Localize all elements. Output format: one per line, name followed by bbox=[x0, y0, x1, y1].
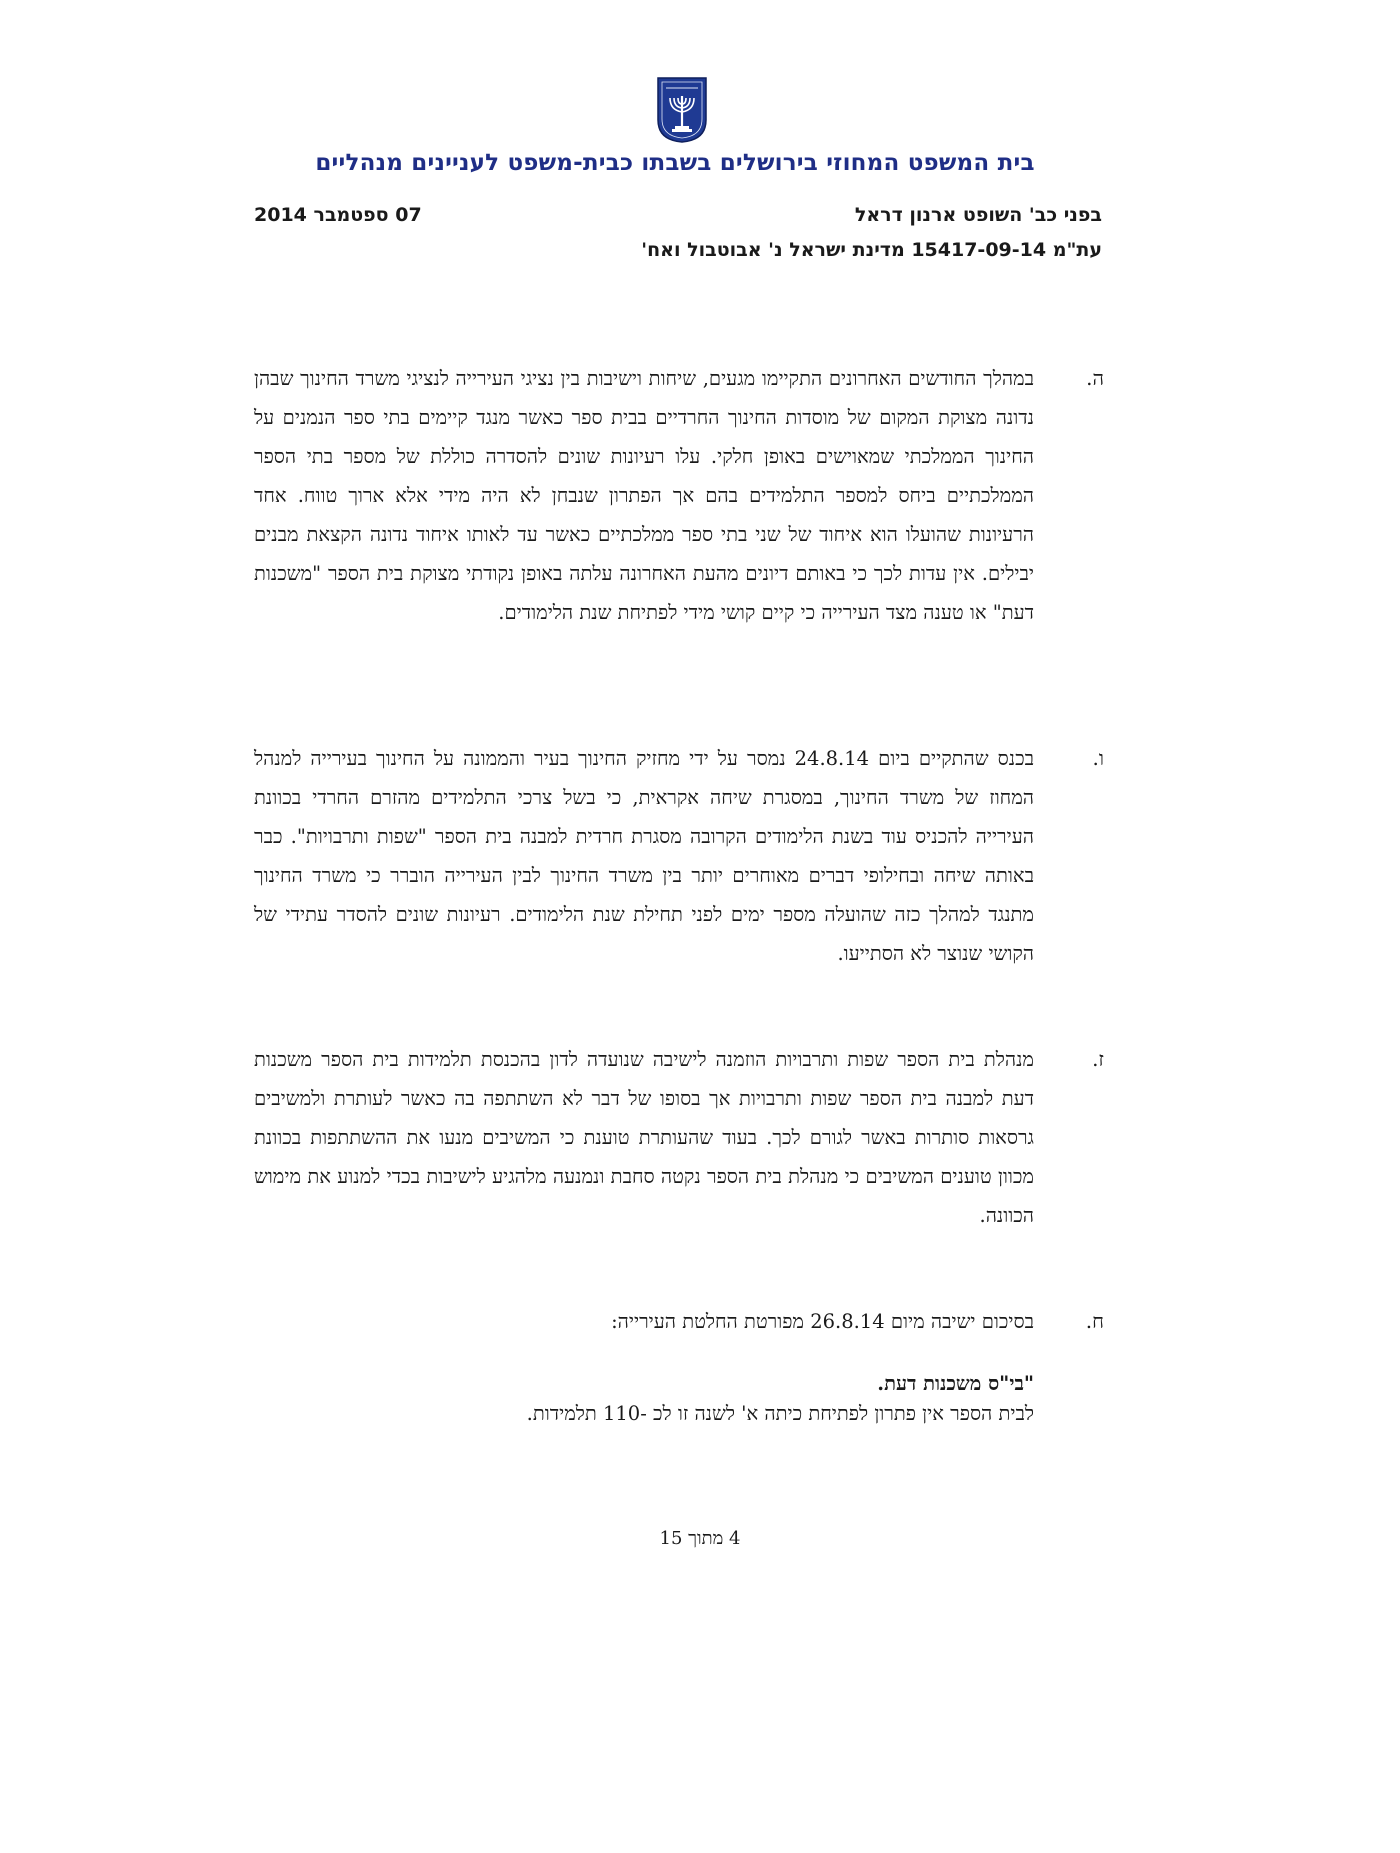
paragraph-text: בסיכום ישיבה מיום 26.8.14 מפורטת החלטת העירייה: bbox=[611, 1310, 1034, 1333]
paragraph-text: מנהלת בית הספר שפות ותרבויות הוזמנה לישיבה שנועדה לדון בהכנסת תלמידות בית הספר משכנות דעת למבנה בית הספר שפות ותרבויות אך בסופו של דבר לא השתתפה בה כאשר לעותרת ולמשיבים גרסאות סותרות באשר לגורם לכך. בעוד שהעותרת טוענת כי המשיבים מנעו את ההשתתפות בכוונת מכוון טוענים המשיבים כי מנהלת בית הספר נקטה סחבת ונמנעה מלהגיע לישיבות בכדי למנוע את מימוש הכוונה. bbox=[254, 1048, 1034, 1227]
case-number-line: עת"מ 15417-09-14 מדינת ישראל נ' אבוטבול ואח' bbox=[641, 239, 1102, 261]
paragraph-letter: ז. bbox=[1092, 1047, 1104, 1071]
quote-title: "בי"ס משכנות דעת. bbox=[877, 1372, 1034, 1395]
judge-line: בפני כב' השופט ארנון דראל bbox=[854, 204, 1102, 226]
paragraph-letter: ו. bbox=[1092, 746, 1104, 770]
quote-text: לבית הספר אין פתרון לפתיחת כיתה א' לשנה זו לכ -110 תלמידות. bbox=[526, 1402, 1034, 1425]
state-emblem-icon bbox=[656, 76, 708, 144]
paragraph-text: בכנס שהתקיים ביום 24.8.14 נמסר על ידי מחזיק החינוך בעיר והממונה על החינוך בעירייה למנהל המחוז של משרד החינוך, במסגרת שיחה אקראית, כי בשל צרכי התלמידים מהזרם החרדי בכוונת העירייה להכניס עוד בשנת הלימודים הקרובה מסגרת חרדית למבנה בית הספר "שפות ותרבויות". כבר באותה שיחה ובחילופי דברים מאוחרים יותר בין משרד החינוך לבין העירייה הוברר כי משרד החינוך מתנגד למהלך כזה שהועלה מספר ימים לפני תחילת שנת הלימודים. רעיונות שונים להסדר עתידי של הקושי שנוצר לא הסתייעו. bbox=[254, 747, 1034, 965]
decision-date: 07 ספטמבר 2014 bbox=[254, 204, 422, 226]
court-title: בית המשפט המחוזי בירושלים בשבתו כבית-משפט לעניינים מנהליים bbox=[315, 150, 1035, 176]
page-number: 4 מתוך 15 bbox=[659, 1528, 741, 1549]
quoted-decision bbox=[527, 1369, 1034, 1429]
paragraph-letter: ח. bbox=[1085, 1309, 1104, 1333]
paragraph-letter: ה. bbox=[1086, 366, 1104, 390]
paragraph-text: במהלך החודשים האחרונים התקיימו מגעים, שיחות וישיבות בין נציגי העירייה לנציגי משרד החינוך שבהן נדונה מצוקת המקום של מוסדות החינוך החרדיים בבית ספר כאשר מנגד קיימים בתי ספר הנמנים על החינוך הממלכתי שמאוישים באופן חלקי. עלו רעיונות שונים להסדרה כוללת של מספר בתי הספר הממלכתיים ביחס למספר התלמידים בהם אך הפתרון שנבחן לא היה מידי אלא ארוך טווח. אחד הרעיונות שהועלו הוא איחוד של שני בתי ספר ממלכתיים כאשר עד לאותו איחוד נדונה הקצאת מבנים יבילים. אין עדות לכך כי באותם דיונים מהעת האחרונה עלתה באופן נקודתי מצוקת בית הספר "משכנות דעת" או טענה מצד העירייה כי קיים קושי מידי לפתיחת שנת הלימודים. bbox=[254, 367, 1034, 624]
